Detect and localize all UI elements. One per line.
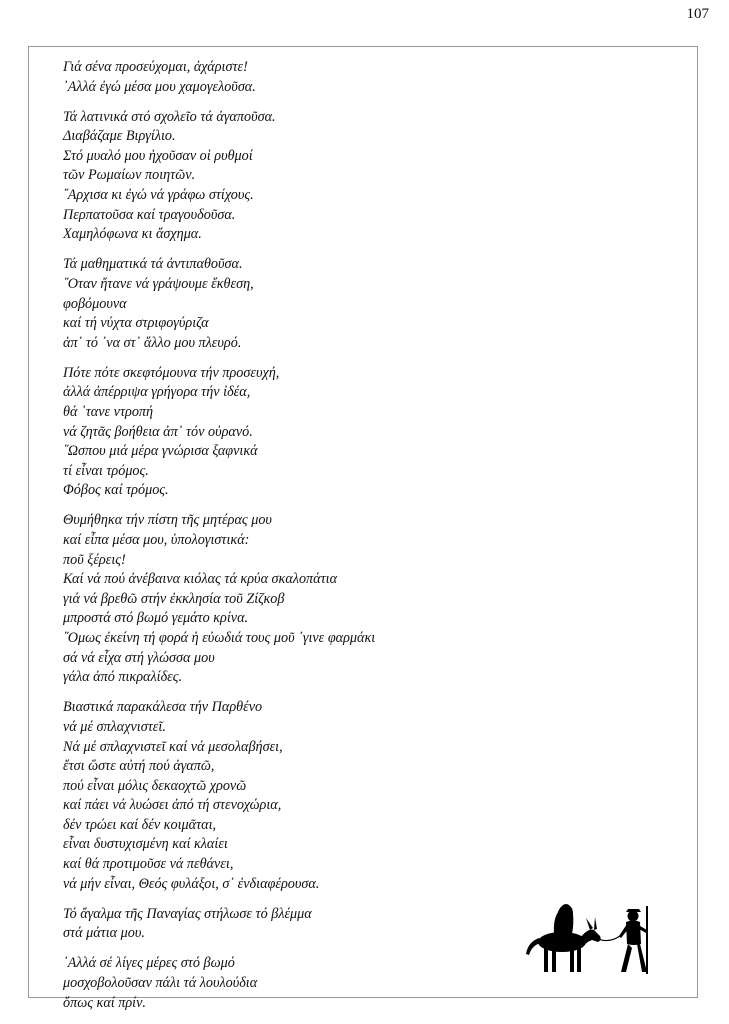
- poem-line: ᾿Αλλά σέ λίγες μέρες στό βωμό: [63, 955, 235, 972]
- poem-line: σά νά εἶχα στή γλώσσα μου: [63, 649, 215, 666]
- poem-line: ῎Αρχισα κι ἐγώ νά γράφω στίχους.: [63, 187, 254, 204]
- poem-line: ποῦ ξέρεις!: [63, 551, 126, 568]
- poem-stanza: [63, 255, 623, 353]
- poem-line: πού εἶναι μόλις δεκαοχτῶ χρονῶ: [63, 777, 247, 794]
- poem-line: στά μάτια μου.: [63, 925, 145, 942]
- poem-line: τί εἶναι τρόμος.: [63, 462, 149, 479]
- poem-line: φοβόμουνα: [63, 295, 127, 312]
- poem-line: νά ζητᾶς βοήθεια ἀπ᾿ τόν οὐρανό.: [63, 423, 253, 440]
- poem-line: νά μέ σπλαχνιστεῖ.: [63, 718, 166, 735]
- poem-stanza: [63, 364, 623, 501]
- poem-stanza: [63, 511, 623, 687]
- flight-into-egypt-silhouette-icon: [520, 898, 655, 978]
- poem-line: ἀλλά ἀπέρριψα γρήγορα τήν ἰδέα,: [63, 384, 251, 401]
- poem-line: ᾿Αλλά ἐγώ μέσα μου χαμογελοῦσα.: [63, 78, 256, 95]
- poem-line: καί πάει νά λυώσει ἀπό τή στενοχώρια,: [63, 797, 282, 814]
- poem-line: Πότε πότε σκεφτόμουνα τήν προσευχή,: [63, 364, 280, 381]
- poem-line: καί εἶπα μέσα μου, ὑπολογιστικά:: [63, 532, 250, 549]
- poem-line: γιά νά βρεθῶ στήν ἐκκλησία τοῦ Ζίζκοβ: [63, 590, 285, 607]
- poem-line: Τά λατινικά στό σχολεῖο τά ἀγαποῦσα.: [63, 108, 276, 125]
- poem-stanza: [63, 58, 623, 97]
- poem-line: Στό μυαλό μου ἠχοῦσαν οἱ ρυθμοί: [63, 147, 253, 164]
- poem-line: ἔτσι ὥστε αὐτή πού ἀγαπῶ,: [63, 758, 215, 775]
- poem-stanza: [63, 698, 623, 894]
- poem-line: δέν τρώει καί δέν κοιμᾶται,: [63, 816, 217, 833]
- poem-line: μπροστά στό βωμό γεμάτο κρίνα.: [63, 610, 249, 627]
- poem-line: εἶναι δυστυχισμένη καί κλαίει: [63, 836, 228, 853]
- poem-line: καί τή νύχτα στριφογύριζα: [63, 315, 209, 332]
- poem-line: Νά μέ σπλαχνιστεῖ καί νά μεσολαβήσει,: [63, 738, 283, 755]
- poem-line: Τό ἄγαλμα τῆς Παναγίας στήλωσε τό βλέμμα: [63, 905, 312, 922]
- poem-line: γάλα ἀπό πικραλίδες.: [63, 669, 183, 686]
- poem-line: Περπατοῦσα καί τραγουδοῦσα.: [63, 206, 236, 223]
- poem-line: θά ᾿τανε ντροπή: [63, 404, 154, 420]
- poem-line: ῞Ομως ἐκείνη τή φορά ἡ εὐωδιά τους μοῦ ᾿γινε φαρμάκι: [63, 630, 376, 647]
- poem-text: [63, 58, 623, 1024]
- poem-line: ῞Οταν ἤτανε νά γράψουμε ἔκθεση,: [63, 275, 254, 292]
- poem-line: τῶν Ρωμαίων ποιητῶν.: [63, 167, 196, 184]
- poem-line: ἀπ᾿ τό ᾿να στ᾿ ἄλλο μου πλευρό.: [63, 334, 242, 351]
- poem-line: Διαβάζαμε Βιργίλιο.: [63, 128, 176, 145]
- poem-line: Θυμήθηκα τήν πίστη τῆς μητέρας μου: [63, 512, 272, 529]
- poem-line: Καί νά πού ἀνέβαινα κιόλας τά κρύα σκαλοπάτια: [63, 571, 338, 588]
- poem-line: Φόβος καί τρόμος.: [63, 482, 169, 499]
- poem-line: καί θά προτιμοῦσε νά πεθάνει,: [63, 856, 234, 873]
- poem-line: Βιαστικά παρακάλεσα τήν Παρθένο: [63, 699, 263, 716]
- poem-line: νά μήν εἶναι, Θεός φυλάξοι, σ᾿ ἐνδιαφέρουσα.: [63, 875, 320, 892]
- poem-stanza: [63, 108, 623, 245]
- poem-line: ῞Ωσπου μιά μέρα γνώρισα ξαφνικά: [63, 443, 258, 460]
- page-number: 107: [686, 6, 709, 22]
- poem-line: ὅπως καί πρίν.: [63, 994, 146, 1011]
- poem-line: μοσχοβολοῦσαν πάλι τά λουλούδια: [63, 975, 258, 992]
- poem-line: Γιά σένα προσεύχομαι, ἀχάριστε!: [63, 59, 248, 75]
- poem-line: Χαμηλόφωνα κι ἄσχημα.: [63, 226, 202, 243]
- poem-line: Τά μαθηματικά τά ἀντιπαθοῦσα.: [63, 256, 243, 273]
